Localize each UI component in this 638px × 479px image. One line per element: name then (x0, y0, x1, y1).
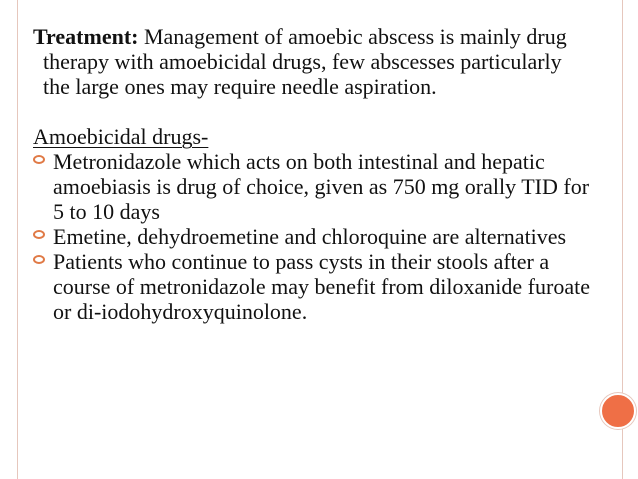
treatment-label: Treatment: (33, 24, 139, 49)
orange-circle-icon (600, 393, 636, 429)
bullet-item (33, 149, 593, 224)
hollow-circle-bullet-icon (33, 255, 45, 264)
bullet-text: Patients who continue to pass cysts in their stools after a course of metronidazole may benefit from diloxanide furoate or di-iodohydroxyquinolone. (53, 249, 590, 324)
section-spacer (33, 99, 593, 124)
bullet-text: Metronidazole which acts on both intestinal and hepatic amoebiasis is drug of choice, given as 750 mg orally TID for 5 to 10 days (53, 149, 590, 224)
treatment-paragraph (33, 24, 593, 99)
bullet-item (33, 249, 593, 324)
bullet-text: Emetine, dehydroemetine and chloroquine are alternatives (53, 224, 567, 249)
slide-content (33, 24, 593, 324)
hollow-circle-bullet-icon (33, 230, 45, 239)
treatment-text: Management of amoebic abscess is mainly drug therapy with amoebicidal drugs, few abscesses particularly the large ones may require needle aspiration. (43, 24, 567, 99)
hollow-circle-bullet-icon (33, 155, 45, 164)
drugs-heading: Amoebicidal drugs- (33, 124, 209, 149)
bullet-item (33, 224, 593, 249)
